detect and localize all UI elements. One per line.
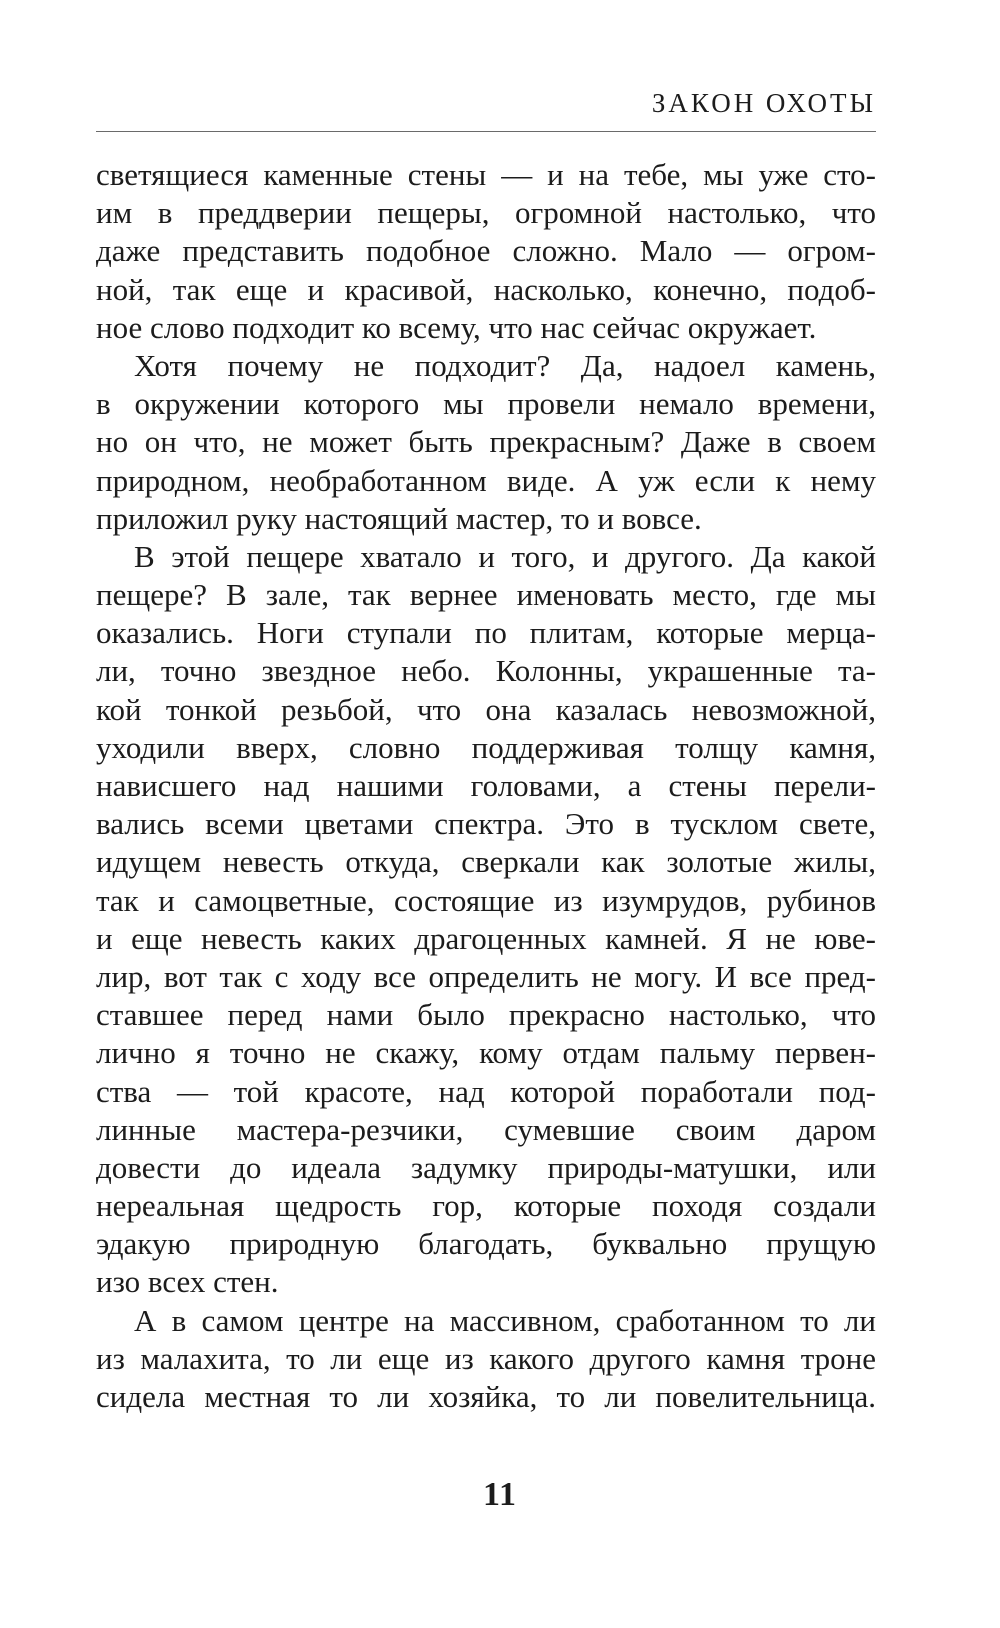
text-line: идущем невесть откуда, сверкали как золотые жилы,	[96, 844, 876, 880]
text-line: довести до идеала задумку природы-матушки, или	[96, 1149, 876, 1185]
text-line: ставшее перед нами было прекрасно настолько, что	[96, 997, 876, 1033]
text-line: ное слово подходит ко всему, что нас сейчас окружает.	[96, 309, 817, 345]
text-line: светящиеся каменные стены — и на тебе, мы уже сто-	[96, 157, 876, 192]
text-line: А в самом центре на массивном, сработанном то ли	[134, 1302, 876, 1338]
text-line: В этой пещере хватало и того, и другого. Да какой	[134, 538, 876, 574]
text-line: ства — той красоте, над которой поработали под-	[96, 1073, 876, 1109]
body-text	[96, 156, 876, 1416]
text-line: приложил руку настоящий мастер, то и вовсе.	[96, 500, 702, 536]
text-line: ной, так еще и красивой, насколько, конечно, подоб-	[96, 271, 876, 307]
text-line: им в преддверии пещеры, огромной настолько, что	[96, 195, 876, 231]
text-line: и еще невесть каких драгоценных камней. Я не юве-	[96, 920, 876, 956]
text-line: но он что, не может быть прекрасным? Даже в своем	[96, 424, 876, 460]
text-line: изо всех стен.	[96, 1264, 279, 1300]
text-line: нависшего над нашими головами, а стены перели-	[96, 768, 876, 803]
text-line: так и самоцветные, состоящие из изумрудов, рубинов	[96, 882, 876, 918]
text-line: вались всеми цветами спектра. Это в тусклом свете,	[96, 806, 876, 842]
text-line: сидела местная то ли хозяйка, то ли повелительница.	[96, 1379, 876, 1414]
text-line: нереальная щедрость гор, которые походя создали	[96, 1188, 876, 1224]
text-line: пещере? В зале, так вернее именовать место, где мы	[96, 577, 876, 613]
running-head: ЗАКОН ОХОТЫ	[651, 88, 876, 118]
text-line: даже представить подобное сложно. Мало — огром-	[96, 233, 876, 269]
text-line: линные мастера-резчики, сумевшие своим даром	[96, 1111, 876, 1147]
text-line: уходили вверх, словно поддерживая толщу камня,	[96, 729, 876, 765]
text-line: кой тонкой резьбой, что она казалась невозможной,	[96, 691, 876, 727]
text-line: природном, необработанном виде. А уж если к нему	[96, 462, 876, 498]
text-line: лир, вот так с ходу все определить не могу. И все пред-	[96, 958, 876, 994]
text-line: Хотя почему не подходит? Да, надоел камень,	[134, 347, 876, 383]
text-line: из малахита, то ли еще из какого другого камня троне	[96, 1340, 876, 1376]
text-line: оказались. Ноги ступали по плитам, которые мерца-	[96, 615, 876, 651]
text-line: ли, точно звездное небо. Колонны, украшенные та-	[96, 653, 876, 689]
text-line: эдакую природную благодать, буквально прущую	[96, 1226, 876, 1262]
page-number: 11	[482, 1476, 518, 1513]
header-rule	[96, 131, 876, 132]
text-line: лично я точно не скажу, кому отдам пальму первен-	[96, 1035, 876, 1071]
text-line: в окружении которого мы провели немало времени,	[96, 386, 876, 422]
